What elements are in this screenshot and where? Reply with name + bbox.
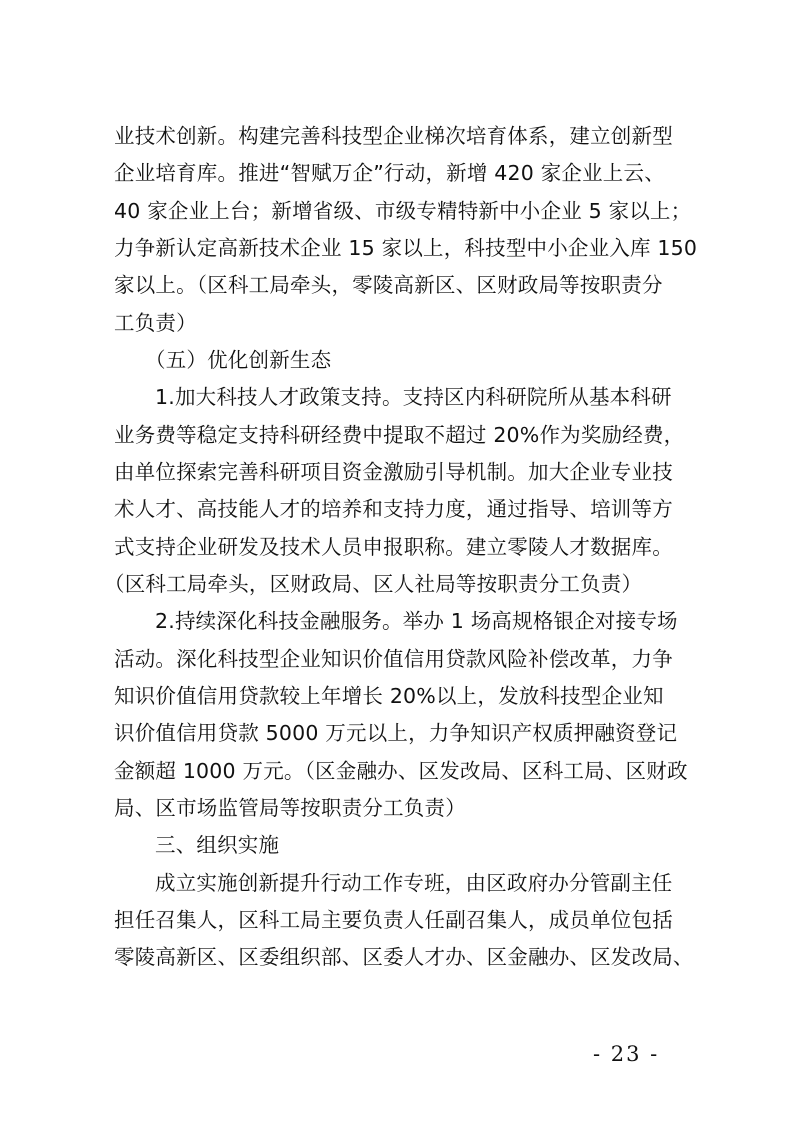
section-heading-optimize-ecology: （五）优化创新生态 xyxy=(145,348,332,372)
body-text-line: 家以上。（区科工局牵头，零陵高新区、区财政局等按职责分 xyxy=(114,273,663,297)
body-text-line: 局、区市场监管局等按职责分工负责） xyxy=(114,796,466,820)
body-text-line: 零陵高新区、区委组织部、区委人才办、区金融办、区发改局、 xyxy=(114,945,694,969)
body-text-line: 工负责） xyxy=(114,311,197,335)
body-text-line: （区科工局牵头，区财政局、区人社局等按职责分工负责） xyxy=(104,572,643,596)
body-text-line: 知识价值信用贷款较上年增长 20%以上，发放科技型企业知 xyxy=(114,684,664,708)
body-text-line: 成立实施创新提升行动工作专班，由区政府办分管副主任 xyxy=(155,871,673,895)
body-text-line: 由单位探索完善科研项目资金激励引导机制。加大企业专业技 xyxy=(114,460,673,484)
body-text-line: 力争新认定高新技术企业 15 家以上，科技型中小企业入库 150 xyxy=(114,236,698,260)
body-text-line: 40 家企业上台；新增省级、市级专精特新中小企业 5 家以上； xyxy=(114,199,692,223)
body-text-line: 企业培育库。推进“智赋万企”行动，新增 420 家企业上云、 xyxy=(114,161,665,185)
body-text-line: 术人才、高技能人才的培养和支持力度，通过指导、培训等方 xyxy=(114,497,673,521)
body-text-line: 1.加大科技人才政策支持。支持区内科研院所从基本科研 xyxy=(155,385,672,409)
body-text-line: 识价值信用贷款 5000 万元以上，力争知识产权质押融资登记 xyxy=(114,721,678,745)
body-text-line: 2.持续深化科技金融服务。举办 1 场高规格银企对接专场 xyxy=(155,609,678,633)
body-text-line: 业技术创新。构建完善科技型企业梯次培育体系，建立创新型 xyxy=(114,124,673,148)
body-text-line: 业务费等稳定支持科研经费中提取不超过 20%作为奖励经费， xyxy=(114,423,685,447)
body-text-line: 式支持企业研发及技术人员申报职称。建立零陵人才数据库。 xyxy=(114,535,673,559)
page-number: - 23 - xyxy=(593,1042,660,1066)
section-heading-organization: 三、组织实施 xyxy=(155,833,280,857)
body-text-line: 活动。深化科技型企业知识价值信用贷款风险补偿改革，力争 xyxy=(114,647,673,671)
body-text-line: 担任召集人，区科工局主要负责人任副召集人，成员单位包括 xyxy=(114,908,673,932)
body-text-line: 金额超 1000 万元。（区金融办、区发改局、区科工局、区财政 xyxy=(114,759,688,783)
